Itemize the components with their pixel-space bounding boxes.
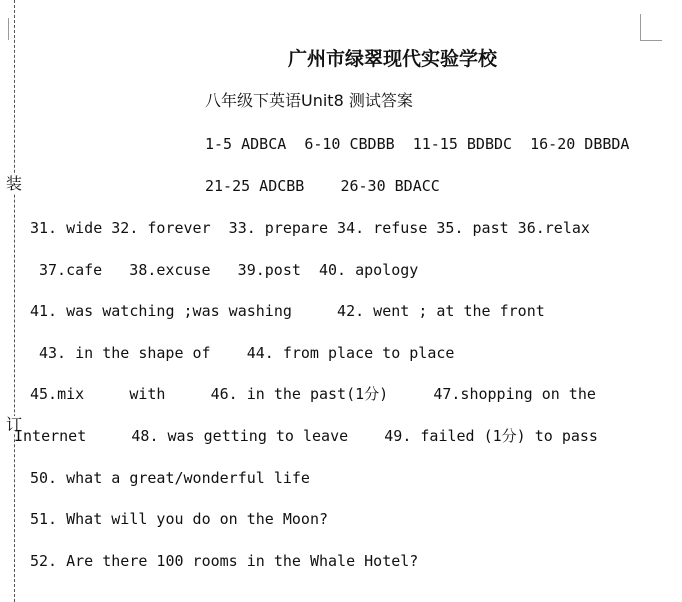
binding-margin-line [14, 0, 15, 602]
mc-answers-row-1: 1-5 ADBCA 6-10 CBDBB 11-15 BDBDC 16-20 DBBDA [205, 135, 630, 153]
answer-line-43-44: 43. in the shape of 44. from place to place [39, 344, 455, 362]
document-title: 广州市绿翠现代实验学校 [288, 48, 498, 70]
answer-line-37-40: 37.cafe 38.excuse 39.post 40. apology [39, 261, 419, 279]
binding-char-zhuang: 装 [6, 174, 23, 193]
mc-answers-row-2: 21-25 ADCBB 26-30 BDACC [205, 177, 440, 195]
document-subtitle: 八年级下英语Unit8 测试答案 [205, 91, 413, 110]
binding-char-ding: 订 [6, 415, 23, 434]
answer-line-51: 51. What will you do on the Moon? [30, 510, 329, 528]
margin-corner-mark-left [8, 18, 9, 40]
answer-line-52: 52. Are there 100 rooms in the Whale Hotel? [30, 552, 419, 570]
answer-line-50: 50. what a great/wonderful life [30, 469, 310, 487]
answer-line-45-47: 45.mix with 46. in the past(1分) 47.shopping on the [30, 385, 596, 403]
answer-line-41-42: 41. was watching ;was washing 42. went ; at the front [30, 302, 545, 320]
margin-corner-mark-right-horizontal [640, 40, 662, 41]
answer-line-31-36: 31. wide 32. forever 33. prepare 34. refuse 35. past 36.relax [30, 219, 590, 237]
answer-line-47-49: Internet 48. was getting to leave 49. failed (1分) to pass [14, 427, 598, 445]
margin-corner-mark-right-vertical [640, 14, 641, 40]
